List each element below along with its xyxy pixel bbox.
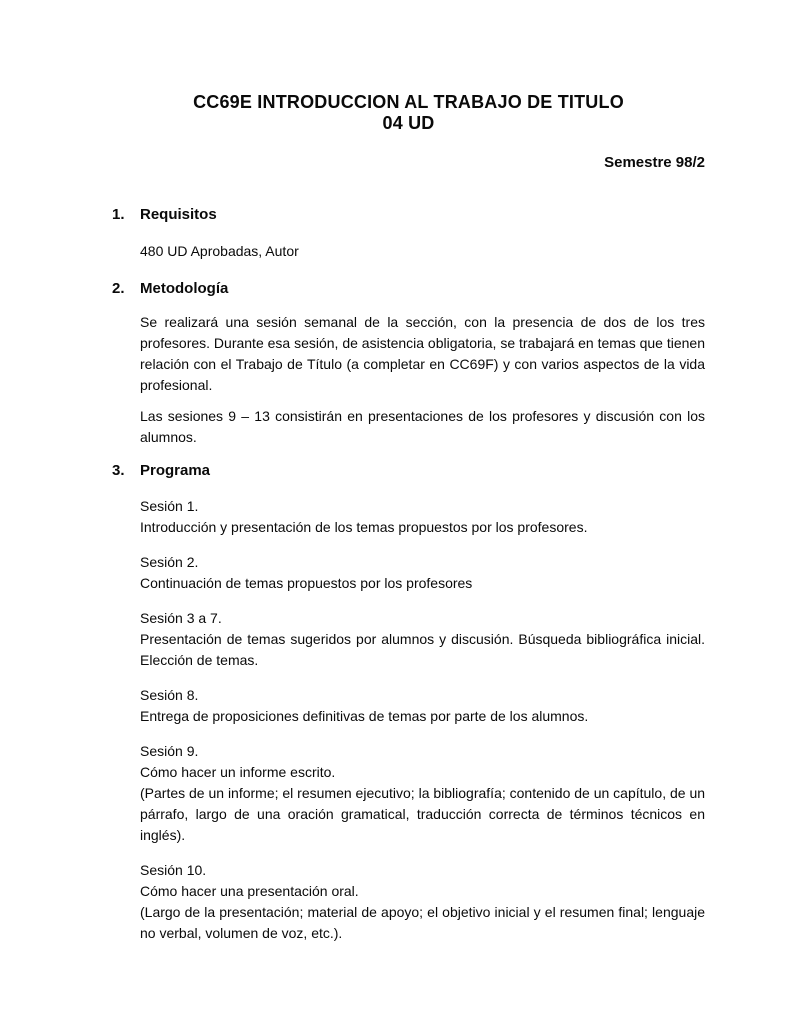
session-text: (Largo de la presentación; material de apoyo; el objetivo inicial y el resumen final; lenguaje no verbal, volumen de voz, etc.). (140, 904, 705, 941)
session-label: Sesión 2. (140, 554, 199, 570)
section-number: 1. (112, 206, 125, 223)
session-item-5 (140, 741, 705, 846)
session-item-2 (140, 552, 705, 594)
section-number: 2. (112, 280, 125, 297)
section-title: Programa (140, 462, 211, 479)
section-title: Requisitos (140, 206, 217, 223)
session-text: Cómo hacer un informe escrito. (140, 764, 336, 780)
section-heading-metodologia (112, 278, 705, 299)
session-item-1 (140, 496, 705, 538)
doc-title-line-1: CC69E INTRODUCCION AL TRABAJO DE TITULO (193, 92, 624, 112)
session-text: (Partes de un informe; el resumen ejecutivo; la bibliografía; contenido de un capítulo, de un párrafo, largo de una oración gramatical, traducción correcta de términos técnicos en inglés). (140, 785, 706, 843)
semester-label: Semestre 98/2 (604, 154, 705, 171)
session-item-4 (140, 685, 705, 727)
document-title (112, 92, 705, 134)
section-heading-requisitos (112, 204, 705, 225)
session-text: Presentación de temas sugeridos por alumnos y discusión. Búsqueda bibliográfica inicial. Elección de temas. (140, 631, 705, 668)
session-text: Entrega de proposiciones definitivas de temas por parte de los alumnos. (140, 708, 589, 724)
section-body-metodologia (140, 312, 705, 448)
paragraph: Se realizará una sesión semanal de la sección, con la presencia de dos de los tres profesores. Durante esa sesión, de asistencia obligatoria, se trabajará en temas que tienen relación con el Trabajo de Título (a completar en CC69F) y con varios aspectos de la vida profesional. (140, 314, 706, 393)
session-text: Cómo hacer una presentación oral. (140, 883, 359, 899)
session-text: Continuación de temas propuestos por los profesores (140, 575, 473, 591)
doc-title-line-2: 04 UD (382, 113, 435, 133)
section-number: 3. (112, 462, 125, 479)
paragraph: 480 UD Aprobadas, Autor (140, 243, 299, 259)
section-title: Metodología (140, 280, 229, 297)
session-label: Sesión 9. (140, 743, 199, 759)
section-body-programa (140, 496, 705, 944)
session-item-6 (140, 860, 705, 944)
session-label: Sesión 1. (140, 498, 199, 514)
session-label: Sesión 3 a 7. (140, 610, 222, 626)
session-item-3 (140, 608, 705, 671)
session-label: Sesión 10. (140, 862, 207, 878)
section-heading-programa (112, 460, 705, 481)
session-label: Sesión 8. (140, 687, 199, 703)
section-body-requisitos (140, 241, 705, 262)
session-text: Introducción y presentación de los temas propuestos por los profesores. (140, 519, 588, 535)
paragraph: Las sesiones 9 – 13 consistirán en presentaciones de los profesores y discusión con los alumnos. (140, 408, 705, 445)
